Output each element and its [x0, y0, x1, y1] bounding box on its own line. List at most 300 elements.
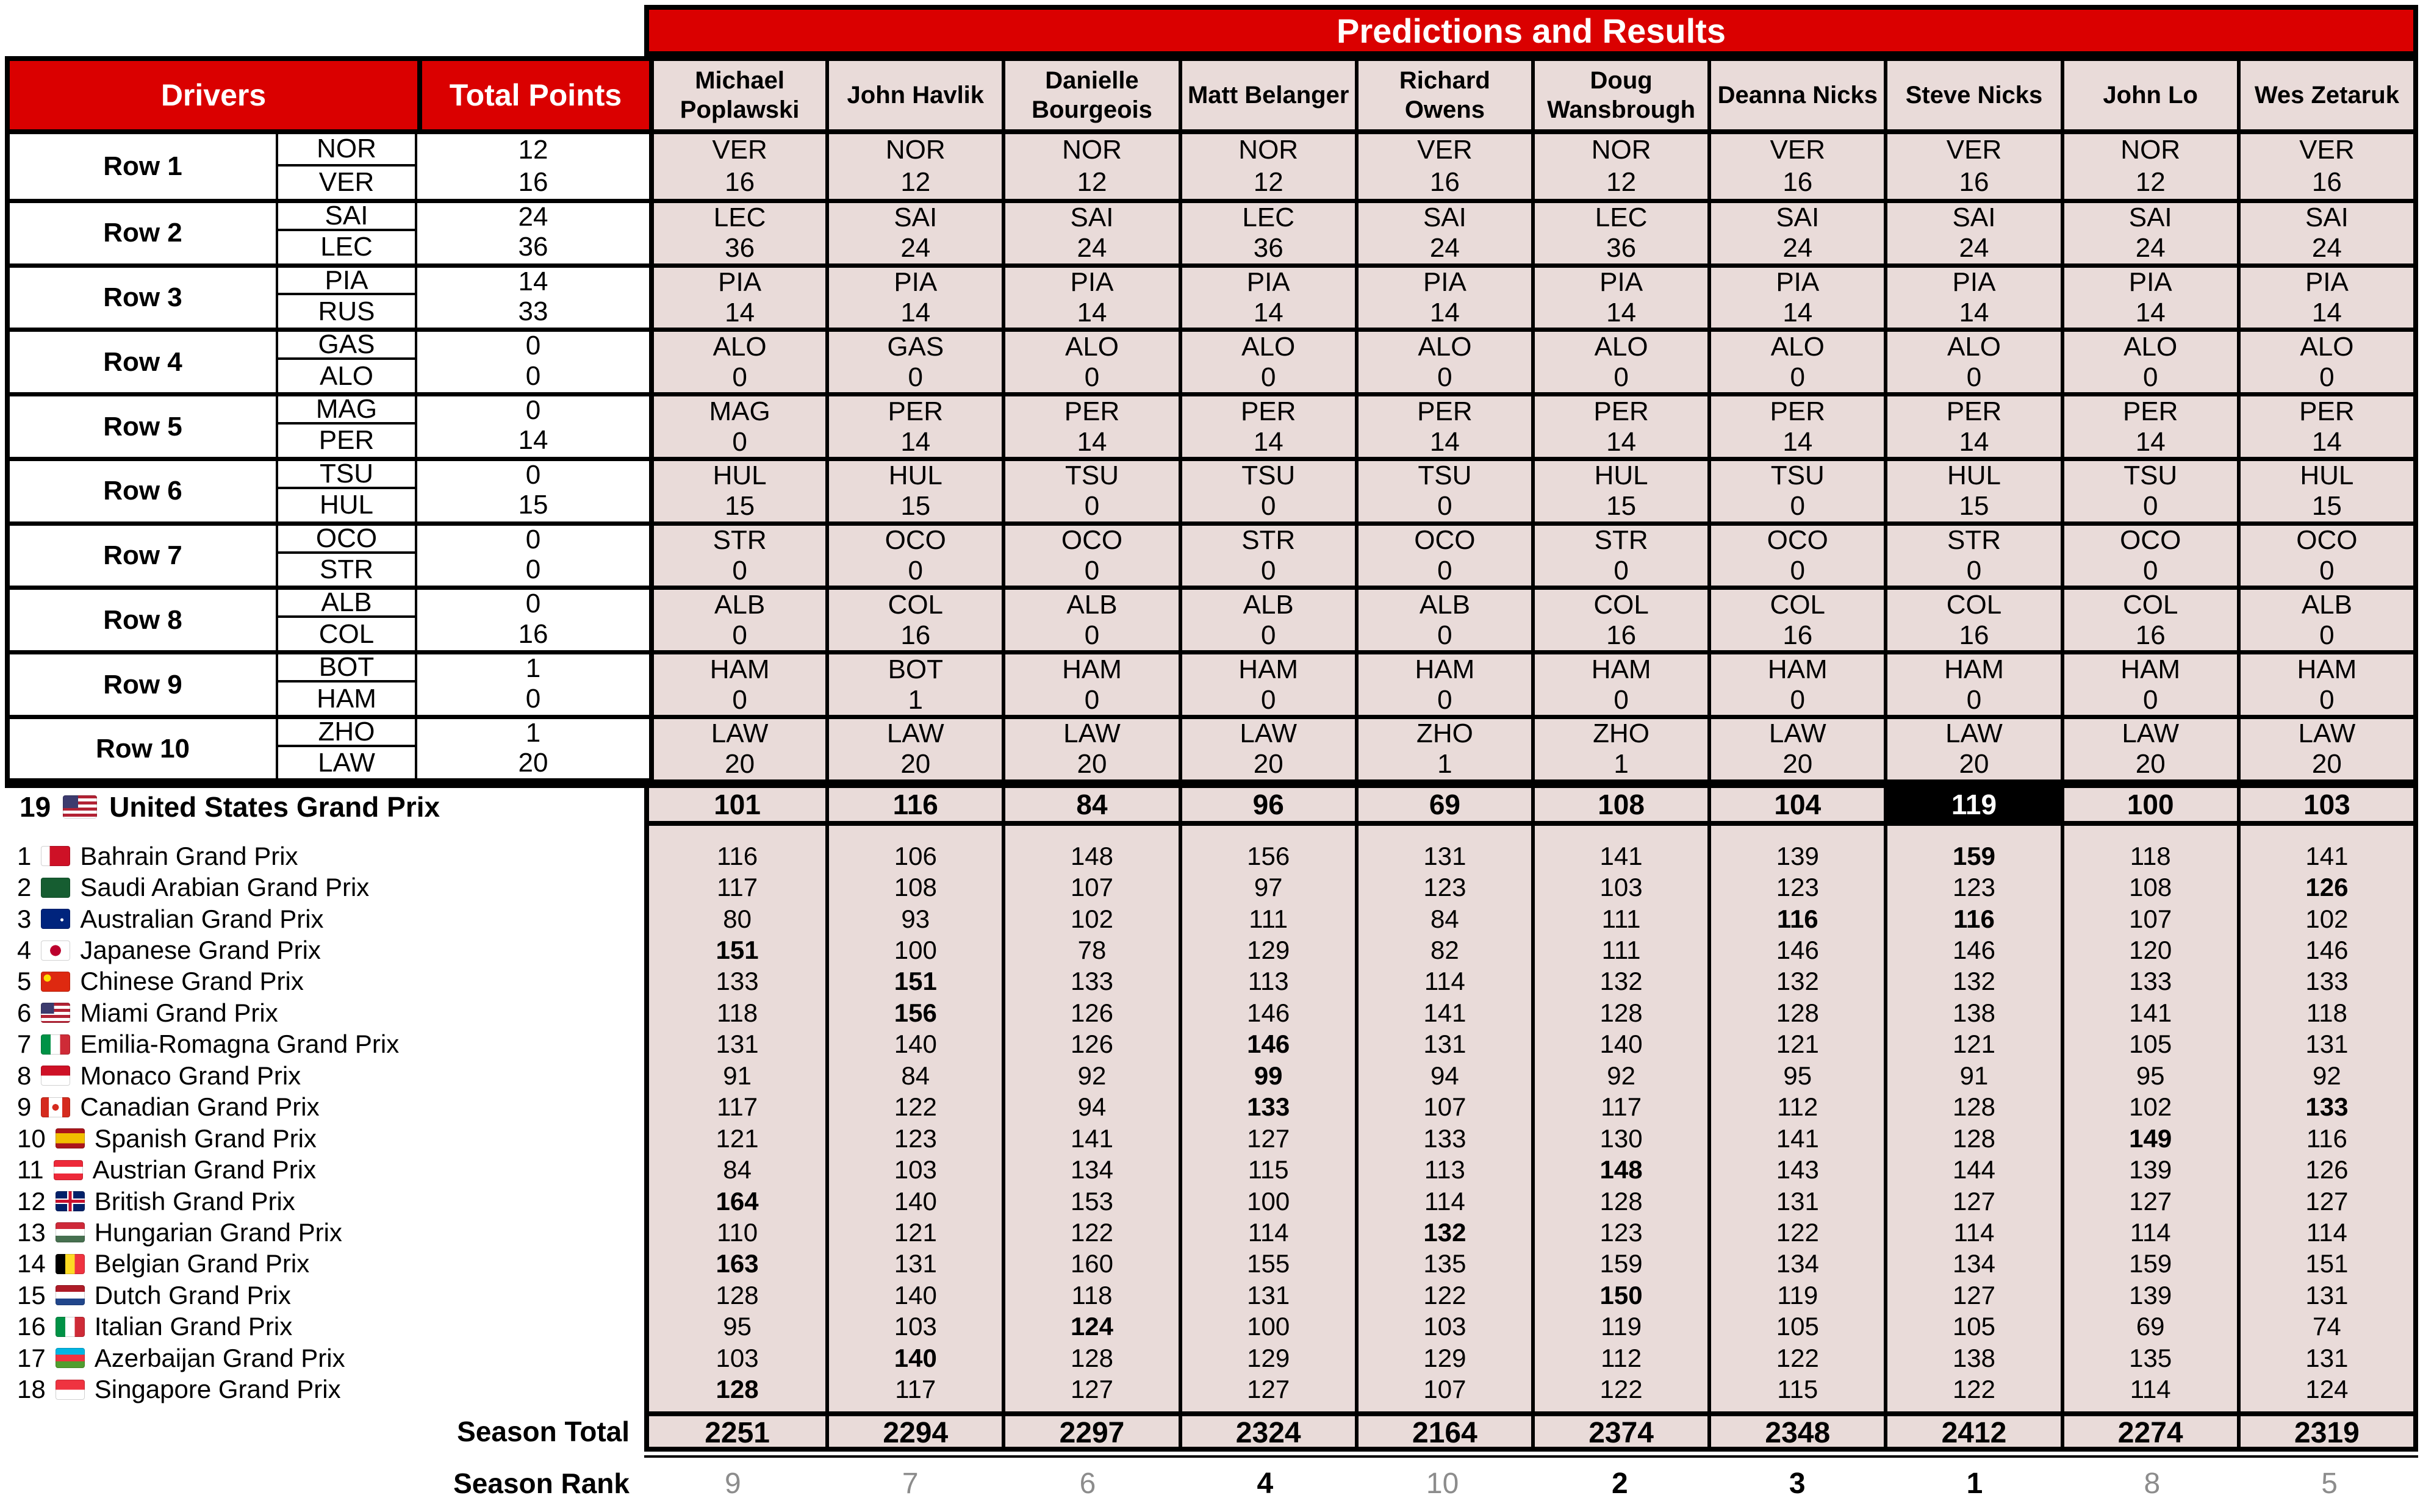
- prediction-cell: [1707, 457, 1884, 521]
- predicted-driver-code: PIA: [1599, 267, 1643, 297]
- predicted-driver-code: HUL: [2300, 460, 2354, 491]
- predicted-driver-points: 14: [2135, 297, 2166, 328]
- race-score-cell: 112: [1601, 1343, 1642, 1372]
- predicted-driver-code: COL: [1593, 589, 1649, 620]
- race-score-column: [1179, 826, 1355, 1411]
- race-score-cell: 123: [1423, 873, 1466, 902]
- predicted-driver-code: ALO: [1770, 331, 1825, 362]
- predicted-driver-code: STR: [1241, 525, 1296, 556]
- predicted-driver-points: 0: [1437, 684, 1452, 715]
- prediction-cell: [1002, 263, 1178, 328]
- predicted-driver-code: TSU: [1241, 460, 1296, 491]
- predicted-driver-code: ALO: [2300, 331, 2354, 362]
- race-score-cell: 116: [1776, 904, 1818, 933]
- race-score-cell: 144: [1952, 1155, 1996, 1184]
- race-score-cell: 84: [901, 1061, 930, 1090]
- predicted-driver-code: HAM: [1062, 654, 1122, 684]
- row-label: Row 5: [10, 392, 276, 457]
- singapore-flag-icon: [56, 1380, 85, 1400]
- prediction-cell: [649, 134, 825, 199]
- player-header: Danielle Bourgeois: [1002, 61, 1178, 134]
- race-score-cell: 134: [1776, 1249, 1819, 1278]
- predicted-driver-code: HAM: [1591, 654, 1651, 684]
- prediction-cell: [1355, 392, 1531, 457]
- race-score-cell: 128: [1070, 1343, 1114, 1372]
- predicted-driver-points: 0: [1260, 620, 1276, 650]
- hungary-flag-icon: [56, 1222, 85, 1242]
- race-row: [17, 1342, 639, 1374]
- driver-code: RUS: [276, 295, 417, 328]
- predicted-driver-points: 14: [1077, 426, 1107, 457]
- player-header: Richard Owens: [1355, 61, 1531, 134]
- predicted-driver-code: COL: [1946, 589, 2002, 620]
- season-rank-cell: 4: [1257, 1467, 1274, 1500]
- driver-code: LEC: [276, 231, 417, 263]
- race-score-cell: 114: [2130, 1217, 2171, 1247]
- predicted-driver-points: 14: [1606, 297, 1637, 328]
- predicted-driver-code: PER: [2299, 396, 2355, 426]
- predicted-driver-code: SAI: [894, 202, 938, 233]
- prediction-cell: [1707, 586, 1884, 650]
- predicted-driver-points: 1: [908, 684, 924, 715]
- predicted-driver-points: 0: [1966, 556, 1982, 586]
- driver-total-points: 14: [417, 263, 649, 296]
- predicted-driver-code: PER: [2122, 396, 2178, 426]
- race-score-cell: 140: [894, 1030, 937, 1059]
- race-score-cell: 160: [1070, 1249, 1114, 1278]
- race-score-cell: 103: [894, 1312, 937, 1341]
- saudi_arabia-flag-icon: [41, 878, 70, 898]
- predicted-driver-points: 16: [900, 620, 931, 650]
- race-score-cell: 80: [723, 904, 752, 933]
- race-score-cell: 106: [894, 841, 937, 870]
- race-score-cell: 107: [1423, 1375, 1466, 1404]
- race-name: Australian Grand Prix: [80, 904, 324, 933]
- predicted-driver-code: LAW: [1768, 718, 1826, 749]
- race-score-cell: 138: [1952, 1343, 1996, 1372]
- driver-total-points: 16: [518, 167, 548, 198]
- race-score-cell: 123: [894, 1123, 937, 1153]
- prediction-cell: [649, 586, 825, 650]
- race-score-cell: 103: [1423, 1312, 1466, 1341]
- predicted-driver-points: 1: [1437, 749, 1452, 779]
- race-score-cell: 93: [901, 904, 930, 933]
- current-race-score-cell: 101: [649, 788, 825, 821]
- predicted-driver-code: ALO: [2123, 331, 2178, 362]
- race-score-cell: 92: [1077, 1061, 1107, 1090]
- race-score-cell: 141: [1423, 998, 1466, 1027]
- prediction-cell: [1531, 650, 1707, 715]
- predicted-driver-code: PER: [888, 396, 944, 426]
- row-label: Row 7: [10, 521, 276, 586]
- japan-flag-icon: [41, 941, 70, 961]
- race-score-cell: 121: [716, 1123, 759, 1153]
- prediction-cell: [1179, 328, 1355, 392]
- predicted-driver-points: 14: [1253, 297, 1283, 328]
- race-score-cell: 140: [1599, 1030, 1643, 1059]
- race-name: Azerbaijan Grand Prix: [94, 1343, 345, 1372]
- prediction-cell: [825, 715, 1002, 779]
- driver-code: GAS: [276, 328, 417, 360]
- race-score-cell: 84: [723, 1155, 752, 1184]
- predicted-driver-code: OCO: [1061, 525, 1123, 556]
- prediction-cell: [1707, 199, 1884, 263]
- race-score-cell: 163: [716, 1249, 759, 1278]
- race-score-cell: 95: [2136, 1061, 2165, 1090]
- race-score-cell: 97: [1254, 873, 1283, 902]
- driver-code: STR: [276, 554, 417, 586]
- prediction-cell: [2061, 457, 2237, 521]
- race-score-cell: 155: [1247, 1249, 1290, 1278]
- current-race-label: [5, 783, 644, 826]
- predicted-driver-points: 14: [1429, 426, 1460, 457]
- predicted-driver-points: 20: [1077, 749, 1107, 779]
- predicted-driver-code: SAI: [1776, 202, 1820, 233]
- current-race-score-cell: 84: [1002, 788, 1178, 821]
- predicted-driver-code: ZHO: [1416, 718, 1473, 749]
- prediction-cell: [825, 392, 1002, 457]
- predicted-driver-code: HAM: [1238, 654, 1299, 684]
- race-number: 9: [17, 1092, 32, 1122]
- race-score-column: [1355, 826, 1531, 1411]
- race-number: 11: [17, 1155, 44, 1184]
- predicted-driver-points: 20: [1253, 749, 1283, 779]
- prediction-cell: [2061, 263, 2237, 328]
- predicted-driver-code: HAM: [1767, 654, 1828, 684]
- prediction-cell: [1707, 521, 1884, 586]
- race-score-cell: 114: [1953, 1217, 1995, 1247]
- race-score-cell: 131: [2305, 1343, 2349, 1372]
- prediction-cell: [825, 650, 1002, 715]
- predicted-driver-points: 0: [1790, 491, 1806, 521]
- season-rank-cell: 7: [902, 1467, 919, 1500]
- prediction-cell: [1179, 134, 1355, 199]
- driver-total-points: 0: [525, 554, 541, 585]
- predicted-driver-code: HUL: [888, 460, 942, 491]
- prediction-cell: [1884, 650, 2060, 715]
- predicted-driver-points: 0: [1437, 362, 1452, 392]
- player-header: John Lo: [2061, 61, 2237, 134]
- race-score-column: [2061, 826, 2237, 1411]
- row-label: Row 2: [10, 199, 276, 263]
- prediction-cell: [1884, 328, 2060, 392]
- predicted-driver-code: OCO: [2296, 525, 2358, 556]
- race-score-cell: 102: [1070, 904, 1114, 933]
- predicted-driver-points: 0: [2319, 362, 2335, 392]
- race-score-cell: 114: [2306, 1217, 2347, 1247]
- predicted-driver-points: 16: [2311, 167, 2342, 198]
- driver-total-points: 0: [417, 328, 649, 360]
- race-score-cell: 141: [1776, 1123, 1819, 1153]
- predicted-driver-code: NOR: [1238, 135, 1299, 165]
- predicted-driver-points: 0: [1614, 556, 1629, 586]
- driver-code: COL: [276, 618, 417, 650]
- race-row: [17, 1311, 639, 1342]
- predicted-driver-code: ALB: [1243, 589, 1294, 620]
- race-score-cell: 127: [2129, 1186, 2172, 1216]
- prediction-cell: [825, 586, 1002, 650]
- race-score-cell: 118: [717, 998, 758, 1027]
- race-score-cell: 122: [1952, 1375, 1996, 1404]
- current-race-score-cell: 116: [825, 788, 1002, 821]
- predicted-driver-code: TSU: [2123, 460, 2178, 491]
- race-score-column: [825, 826, 1002, 1411]
- predicted-driver-code: ALB: [714, 589, 766, 620]
- predicted-driver-code: HAM: [1944, 654, 2004, 684]
- prediction-cell: [2061, 715, 2237, 779]
- predicted-driver-points: 20: [2135, 749, 2166, 779]
- predicted-driver-points: 14: [2311, 426, 2342, 457]
- race-score-cell: 95: [1783, 1061, 1812, 1090]
- season-total-cell: 2319: [2237, 1416, 2413, 1450]
- race-score-cell: 111: [1601, 936, 1641, 965]
- predicted-driver-points: 0: [2319, 684, 2335, 715]
- race-score-cell: 141: [1599, 841, 1643, 870]
- predicted-driver-points: 16: [1782, 167, 1813, 198]
- race-score-cell: 117: [717, 873, 758, 902]
- race-score-cell: 140: [894, 1186, 937, 1216]
- predicted-driver-code: SAI: [1423, 202, 1466, 233]
- prediction-cell: [1355, 650, 1531, 715]
- race-score-cell: 126: [2305, 873, 2349, 902]
- race-score-cell: 129: [1247, 936, 1290, 965]
- predicted-driver-points: 14: [1253, 426, 1283, 457]
- driver-code: NOR: [276, 134, 417, 167]
- predicted-driver-points: 24: [1782, 233, 1813, 263]
- predicted-driver-points: 0: [2319, 620, 2335, 650]
- current-race-score-cell: 108: [1531, 788, 1707, 821]
- prediction-cell: [2061, 650, 2237, 715]
- race-name: Bahrain Grand Prix: [80, 841, 298, 870]
- race-score-cell: 103: [1599, 873, 1643, 902]
- race-score-cell: 132: [1423, 1217, 1466, 1247]
- race-score-cell: 133: [716, 967, 759, 996]
- driver-total-points: 1: [417, 650, 649, 683]
- predicted-driver-points: 14: [2135, 426, 2166, 457]
- race-score-cell: 69: [2136, 1312, 2165, 1341]
- season-total-cell: 2294: [825, 1416, 1002, 1450]
- predicted-driver-points: 0: [908, 362, 924, 392]
- race-score-cell: 132: [1952, 967, 1996, 996]
- predicted-driver-points: 16: [1429, 167, 1460, 198]
- prediction-cell: [1884, 586, 2060, 650]
- race-name: Japanese Grand Prix: [80, 936, 321, 965]
- predicted-driver-code: TSU: [1770, 460, 1825, 491]
- predicted-driver-code: TSU: [1418, 460, 1472, 491]
- predicted-driver-points: 0: [2142, 491, 2158, 521]
- race-score-cell: 127: [1247, 1123, 1290, 1153]
- predicted-driver-points: 16: [725, 167, 755, 198]
- predicted-driver-code: PIA: [2128, 267, 2172, 297]
- predicted-driver-points: 12: [1077, 167, 1107, 198]
- race-score-cell: 140: [894, 1343, 937, 1372]
- prediction-cell: [649, 457, 825, 521]
- race-score-cell: 130: [1599, 1123, 1643, 1153]
- prediction-cell: [1531, 586, 1707, 650]
- race-row: [17, 1186, 639, 1217]
- race-score-cell: 126: [1070, 1030, 1114, 1059]
- prediction-cell: [2237, 263, 2413, 328]
- prediction-cell: [1531, 392, 1707, 457]
- race-score-cell: 119: [1601, 1312, 1642, 1341]
- race-score-cell: 127: [1952, 1280, 1996, 1310]
- race-score-column: [649, 826, 825, 1411]
- italy-flag-icon: [41, 1034, 70, 1055]
- player-header: Wes Zetaruk: [2237, 61, 2413, 134]
- netherlands-flag-icon: [56, 1285, 85, 1305]
- predicted-driver-points: 0: [908, 556, 924, 586]
- race-score-column: [2237, 826, 2413, 1411]
- driver-code: LAW: [276, 747, 417, 779]
- prediction-cell: [1707, 263, 1884, 328]
- row-label: Row 4: [10, 328, 276, 392]
- predicted-driver-points: 0: [732, 362, 747, 392]
- predicted-driver-points: 0: [2142, 556, 2158, 586]
- race-score-cell: 131: [894, 1249, 937, 1278]
- prediction-cell: [825, 134, 1002, 199]
- race-row: [17, 997, 639, 1028]
- race-score-cell: 117: [895, 1375, 936, 1404]
- race-number: 4: [17, 936, 32, 965]
- race-score-cell: 133: [1423, 1123, 1466, 1153]
- predicted-driver-code: NOR: [1062, 135, 1122, 165]
- race-score-cell: 146: [1247, 1030, 1290, 1059]
- race-score-cell: 123: [1952, 873, 1996, 902]
- predicted-driver-points: 0: [732, 684, 747, 715]
- prediction-cell: [2237, 650, 2413, 715]
- race-score-cell: 146: [1776, 936, 1819, 965]
- race-score-cell: 121: [1952, 1030, 1996, 1059]
- predicted-driver-code: VER: [2299, 135, 2355, 165]
- race-name: Belgian Grand Prix: [94, 1249, 310, 1278]
- race-score-cell: 131: [2305, 1280, 2349, 1310]
- race-score-cell: 151: [2305, 1249, 2349, 1278]
- predicted-driver-code: ZHO: [1593, 718, 1650, 749]
- predicted-driver-code: LAW: [886, 718, 944, 749]
- predicted-driver-code: LEC: [1242, 202, 1294, 233]
- race-row: [17, 1123, 639, 1154]
- predicted-driver-code: HUL: [1594, 460, 1648, 491]
- total-points-header: Total Points: [417, 61, 649, 134]
- player-header: Doug Wansbrough: [1531, 61, 1707, 134]
- predicted-driver-points: 0: [1437, 556, 1452, 586]
- prediction-cell: [1355, 457, 1531, 521]
- predicted-driver-points: 15: [2311, 491, 2342, 521]
- race-score-cell: 149: [2129, 1123, 2172, 1153]
- race-number: 10: [17, 1123, 46, 1153]
- race-score-cell: 122: [1070, 1217, 1114, 1247]
- prediction-cell: [1531, 715, 1707, 779]
- race-name: British Grand Prix: [94, 1186, 295, 1216]
- prediction-cell: [1707, 650, 1884, 715]
- driver-code: ALB: [276, 586, 417, 618]
- prediction-cell: [1531, 134, 1707, 199]
- predicted-driver-points: 0: [1614, 362, 1629, 392]
- row-label: Row 6: [10, 457, 276, 521]
- race-score-cell: 156: [894, 998, 937, 1027]
- race-row: [17, 1374, 639, 1405]
- driver-total-points: 20: [518, 748, 548, 778]
- predicted-driver-points: 0: [1437, 491, 1452, 521]
- predicted-driver-points: 14: [1606, 426, 1637, 457]
- predicted-driver-points: 14: [1959, 297, 1989, 328]
- driver-total-points: 1: [417, 715, 649, 747]
- race-score-cell: 151: [894, 967, 937, 996]
- player-header: John Havlik: [825, 61, 1002, 134]
- prediction-cell: [2061, 392, 2237, 457]
- prediction-cell: [649, 328, 825, 392]
- race-name: Chinese Grand Prix: [80, 967, 304, 996]
- season-total-label: Season Total: [5, 1411, 634, 1452]
- belgium-flag-icon: [56, 1254, 85, 1274]
- predicted-driver-points: 16: [1959, 167, 1989, 198]
- prediction-cell: [1179, 586, 1355, 650]
- predicted-driver-code: PIA: [894, 267, 938, 297]
- race-name: Austrian Grand Prix: [92, 1155, 317, 1184]
- race-score-cell: 128: [1776, 998, 1819, 1027]
- race-score-cell: 122: [1776, 1343, 1819, 1372]
- race-number: 8: [17, 1061, 32, 1090]
- current-race-score-cell: 104: [1707, 788, 1884, 821]
- race-score-cell: 141: [1070, 1123, 1114, 1153]
- prediction-cell: [1884, 715, 2060, 779]
- predicted-driver-code: OCO: [2120, 525, 2181, 556]
- driver-code: ALO: [276, 360, 417, 392]
- prediction-cell: [2237, 199, 2413, 263]
- predicted-driver-code: VER: [1770, 135, 1826, 165]
- predicted-driver-points: 14: [900, 297, 931, 328]
- prediction-cell: [1884, 392, 2060, 457]
- race-row: [17, 1029, 639, 1060]
- race-score-cell: 159: [1599, 1249, 1643, 1278]
- race-score-cell: 128: [716, 1375, 759, 1404]
- race-number: 5: [17, 967, 32, 996]
- azerbaijan-flag-icon: [56, 1348, 85, 1368]
- race-score-cell: 129: [1247, 1343, 1290, 1372]
- season-total-cell: 2374: [1531, 1416, 1707, 1450]
- prediction-cell: [2061, 199, 2237, 263]
- prediction-cell: [1002, 392, 1178, 457]
- predicted-driver-points: 20: [900, 749, 931, 779]
- predicted-driver-points: 0: [1260, 491, 1276, 521]
- driver-total-points: 36: [518, 232, 548, 262]
- race-score-cell: 122: [1599, 1375, 1643, 1404]
- prediction-cell: [1179, 715, 1355, 779]
- predicted-driver-code: HUL: [1947, 460, 2001, 491]
- predicted-driver-code: STR: [713, 525, 767, 556]
- race-score-cell: 91: [1959, 1061, 1989, 1090]
- race-score-cell: 92: [2313, 1061, 2341, 1090]
- race-score-cell: 131: [1776, 1186, 1819, 1216]
- season-total-cell: 2164: [1355, 1416, 1531, 1450]
- predicted-driver-code: PER: [1946, 396, 2002, 426]
- race-score-cell: 151: [716, 936, 759, 965]
- race-row: [17, 1092, 639, 1123]
- canada-flag-icon: [41, 1097, 70, 1117]
- predicted-driver-points: 14: [900, 426, 931, 457]
- predicted-driver-points: 12: [900, 167, 931, 198]
- row-label: Row 9: [10, 650, 276, 715]
- prediction-cell: [1179, 392, 1355, 457]
- race-name: Dutch Grand Prix: [94, 1280, 291, 1310]
- race-score-cell: 126: [2305, 1155, 2349, 1184]
- race-name: Hungarian Grand Prix: [94, 1217, 342, 1247]
- predicted-driver-code: OCO: [885, 525, 946, 556]
- race-score-cell: 111: [1249, 904, 1288, 933]
- race-score-cell: 105: [1776, 1312, 1819, 1341]
- race-score-cell: 128: [716, 1280, 759, 1310]
- driver-code: HUL: [276, 489, 417, 521]
